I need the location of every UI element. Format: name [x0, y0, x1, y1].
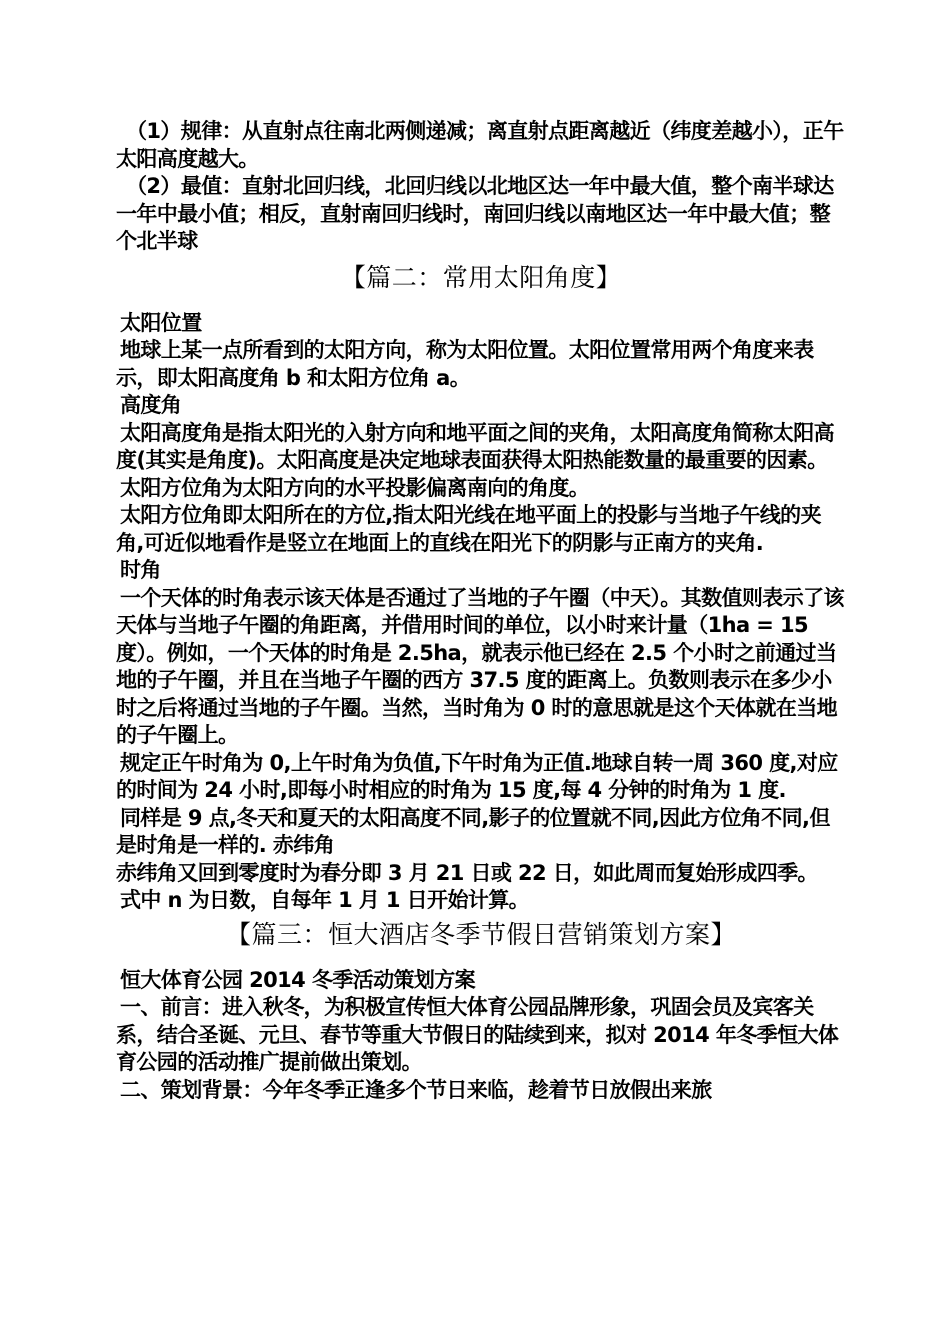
paragraph-altitude: 太阳高度角是指太阳光的入射方向和地平面之间的夹角，太阳高度角简称太阳高度(其实是角度)。太阳高度是决定地球表面获得太阳热能数量的最重要的因素。 — [116, 420, 834, 472]
section-heading-part2: 【篇二：常用太阳角度】 — [340, 262, 622, 292]
paragraph-altitude-title: 高度角 — [120, 393, 182, 417]
paragraph-hour-angle: 一个天体的时角表示该天体是否通过了当地的子午圈（中天）。其数值则表示了该天体与当地子午圈的角距离，并借用时间的单位，以小时来计量（1ha = 15 度）。例如，一个天体的时角是 2.5ha，就表示他已经在 2.5 个小时之前通过当地的子午圈，并且在当地子午圈的西方 37.5 度的距离上。负数则表示在多少小时之后将通过当地的子午圈。当然，当时角为 0 时的意思就是这个天体就在当地的子午圈上。 — [116, 585, 844, 747]
section-heading-part3: 【篇三：恒大酒店冬季节假日营销策划方案】 — [225, 919, 736, 949]
paragraph-solar-position: 地球上某一点所看到的太阳方向，称为太阳位置。太阳位置常用两个角度来表示，即太阳高度角 b 和太阳方位角 a。 — [116, 338, 814, 390]
paragraph-plan-title: 恒大体育公园 2014 冬季活动策划方案 — [120, 967, 476, 992]
paragraph-preface: 一、前言：进入秋冬，为积极宣传恒大体育公园品牌形象，巩固会员及宾客关系，结合圣诞、元旦、春节等重大节假日的陆续到来，拟对 2014 年冬季恒大体育公园的活动推广提前做出策划。 — [116, 995, 839, 1074]
paragraph-declination: 赤纬角又回到零度时为春分即 3 月 21 日或 22 日，如此周而复始形成四季。 — [116, 860, 818, 885]
paragraph-nine-oclock: 同样是 9 点,冬天和夏天的太阳高度不同,影子的位置就不同,因此方位角不同,但是时角是一样的. 赤纬角 — [116, 805, 830, 857]
document-body — [116, 118, 846, 1104]
paragraph-rule: （1）规律：从直射点往南北两侧递减；离直射点距离越近（纬度差越小），正午太阳高度越大。 — [116, 119, 844, 171]
paragraph-azimuth-short: 太阳方位角为太阳方向的水平投影偏离南向的角度。 — [120, 475, 590, 500]
paragraph-solar-position-title: 太阳位置 — [120, 310, 202, 335]
paragraph-azimuth: 太阳方位角即太阳所在的方位,指太阳光线在地平面上的投影与当地子午线的夹角,可近似地看作是竖立在地面上的直线在阳光下的阴影与正南方的夹角. — [116, 503, 821, 555]
paragraph-day-number: 式中 n 为日数，自每年 1 月 1 日开始计算。 — [120, 888, 530, 912]
paragraph-background: 二、策划背景：今年冬季正逢多个节日来临，趁着节日放假出来旅 — [120, 1077, 712, 1102]
paragraph-extreme-values: （2）最值：直射北回归线，北回归线以北地区达一年中最大值，整个南半球达一年中最小值；相反，直射南回归线时，南回归线以南地区达一年中最大值；整个北半球 — [116, 174, 834, 253]
paragraph-hour-angle-title: 时角 — [120, 558, 161, 582]
paragraph-noon-hour-angle: 规定正午时角为 0,上午时角为负值,下午时角为正值.地球自转一周 360 度,对应的时间为 24 小时,即每小时相应的时角为 15 度,每 4 分钟的时角为 1 度. — [116, 750, 838, 802]
